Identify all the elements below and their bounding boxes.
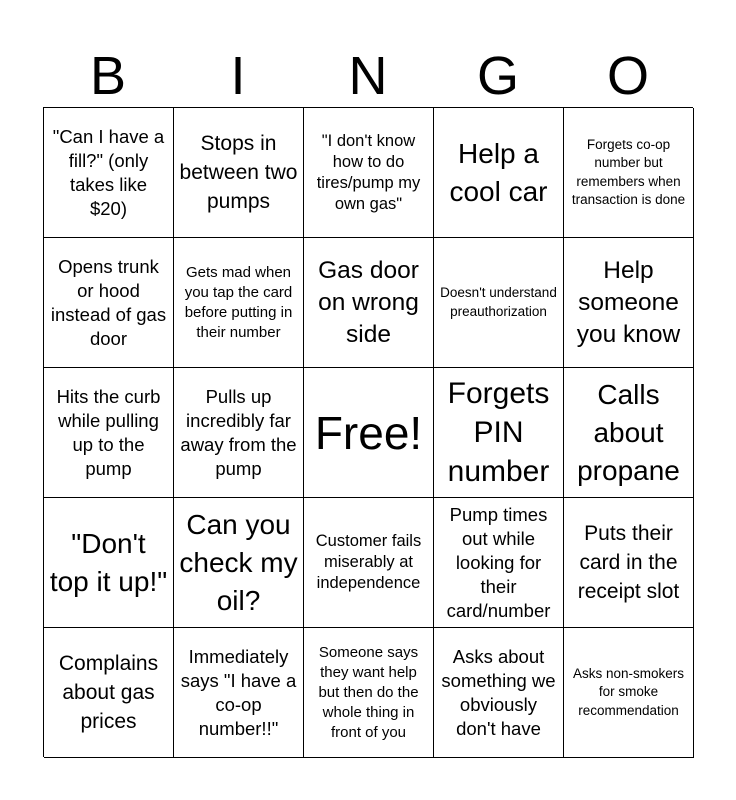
bingo-cell-o1[interactable] [564,108,694,238]
cell-text: Forgets PIN number [447,377,550,488]
cell-text: Hits the curb while pulling up to the pump [56,385,161,479]
bingo-cell-g1[interactable] [434,108,564,238]
bingo-cell-b5[interactable] [44,628,174,758]
bingo-cell-g4[interactable] [434,498,564,628]
cell-text: Gas door on wrong side [318,256,419,348]
bingo-cell-i3[interactable] [174,368,304,498]
cell-text: "Can I have a fill?" (only takes like $20) [52,125,165,219]
cell-text: Immediately says "I have a co-op number!!" [180,645,297,739]
header-letter-b: B [89,46,127,106]
cell-text: Doesn't understand preauthorization [440,285,557,319]
header-letter-o: O [606,46,649,106]
cell-text: Opens trunk or hood instead of gas door [50,255,167,349]
header-letter-i: I [230,46,246,106]
cell-text: Complains about gas prices [58,652,159,733]
bingo-header [43,46,693,106]
cell-text: Asks non-smokers for smoke recommendation [572,665,685,718]
bingo-board [43,107,693,757]
header-letter-g: G [476,46,519,106]
bingo-cell-b3[interactable] [44,368,174,498]
bingo-cell-free[interactable] [304,368,434,498]
bingo-cell-i5[interactable] [174,628,304,758]
bingo-cell-o5[interactable] [564,628,694,758]
cell-text: "Don't top it up!" [49,527,168,597]
cell-text: Free! [314,406,423,459]
bingo-cell-o2[interactable] [564,238,694,368]
cell-text: Customer fails miserably at independence [315,532,422,592]
cell-text: "I don't know how to do tires/pump my own gas" [316,131,421,213]
cell-text: Help someone you know [576,256,681,348]
header-letter-n: N [348,46,388,106]
bingo-cell-b1[interactable] [44,108,174,238]
cell-text: Help a cool car [449,137,548,207]
bingo-cell-g2[interactable] [434,238,564,368]
bingo-cell-g5[interactable] [434,628,564,758]
bingo-cell-i2[interactable] [174,238,304,368]
bingo-cell-b4[interactable] [44,498,174,628]
cell-text: Forgets co-op number but remembers when transaction is done [571,136,686,207]
cell-text: Someone says they want help but then do the whole thing in front of you [318,643,419,741]
cell-text: Puts their card in the receipt slot [577,522,680,603]
bingo-cell-i4[interactable] [174,498,304,628]
bingo-cell-g3[interactable] [434,368,564,498]
bingo-cell-n2[interactable] [304,238,434,368]
bingo-cell-i1[interactable] [174,108,304,238]
cell-text: Pump times out while looking for their card/number [446,503,551,621]
cell-text: Pulls up incredibly far away from the pump [180,385,297,479]
bingo-cell-o4[interactable] [564,498,694,628]
cell-text: Asks about something we obviously don't have [441,645,556,739]
bingo-cell-n4[interactable] [304,498,434,628]
cell-text: Stops in between two pumps [179,132,298,213]
cell-text: Can you check my oil? [179,508,298,616]
bingo-cell-b2[interactable] [44,238,174,368]
bingo-cell-o3[interactable] [564,368,694,498]
bingo-cell-n1[interactable] [304,108,434,238]
cell-text: Calls about propane [577,378,680,486]
bingo-cell-n5[interactable] [304,628,434,758]
cell-text: Gets mad when you tap the card before putting in their number [184,263,293,341]
